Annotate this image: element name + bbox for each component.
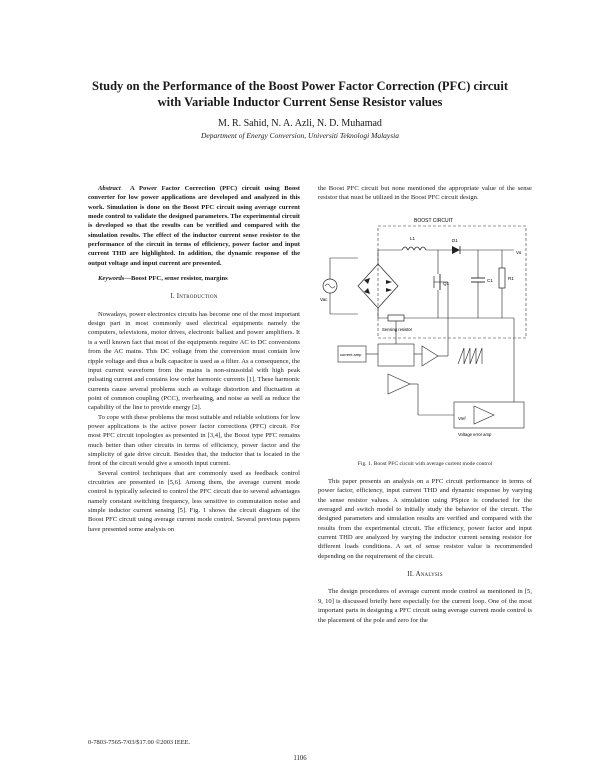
- d-label: D1: [452, 237, 458, 243]
- pwm-comparator: [422, 346, 438, 366]
- load-resistor: [499, 268, 505, 288]
- boost-circuit-label: BOOST CIRCUIT: [414, 217, 454, 224]
- abstract-text: A Power Factor Correction (PFC) circuit using Boost converter for low power applications are developed and analyzed in this work. Simulation is done on the Boost PFC circuit using average current mode control to validate the designed parameters. The experimental circuit is developed so that the results can be verified and compared with the simulation results. The effect of the inductor current sense resistor to the performance of the circuit in terms of efficiency, power factor and input current THD are highlighted. In addition, the dynamic response of the output voltage and input current are presented.: [88, 185, 300, 267]
- intro-paragraph-3: Several control techniques that are commonly used as feedback control circuitries are presented in [5,6]. Among them, the average current mode control is typically selected to control the PFC circuit due to several advantages namely constant switching frequency, less sensitive to commutation noise and simple inductor current sensing [5]. Fig. 1 shows the circuit diagram of the Boost PFC circuit using average current mode control. Several previous papers have presented some analysis on: [88, 469, 300, 533]
- analysis-paragraph-1: The design procedures of average current mode control as mentioned in [5, 9, 10] is discussed briefly here especially for the current loop. One of the most important parts in designing a PFC circuit using average current mode control is the placement of the pole and zero for the: [318, 588, 532, 624]
- figure-1-caption: Fig. 1. Boost PFC circuit with average current mode control: [357, 460, 493, 467]
- title-line-1: Study on the Performance of the Boost Power Factor Correction (PFC) circuit: [92, 79, 508, 93]
- intro-paragraph-2: To cope with these problems the most suitable and reliable solutions for low power applications is the active power factor corrections (PFC) circuit. For most PFC circuit topologies as presented in [3,4], the Boost type PFC remains much better than other circuits in terms of efficiency, power factor and the simplicity of gate drive circuit. Besides that, the inductor that is located in the front of the circuit would give a smooth input current.: [88, 413, 300, 468]
- inductor-l1: [402, 247, 426, 250]
- l1-label: L1: [410, 235, 416, 241]
- voltage-amp-triangle: [474, 406, 494, 424]
- right-paragraph-1: This paper presents an analysis on a PFC circuit performance in terms of power factor, efficiency, input current THD and dynamic response by varying the sense resistor values. A simulation using PSpice is conducted for the averaged and switch model to initially study the behavior of the circuit. The designed parameters and simulation results are verified and compared with the results from the experimental circuit. The efficiency, power factor and input current THD are analyzed by varying the inductor current sensing resistor for different loads conditions. A set of sense resistor value is recommended depending on the requirement of the circuit.: [318, 478, 532, 560]
- sawtooth-wave: [458, 348, 482, 364]
- intro-paragraph-1: Nowadays, power electronics circuits has become one of the most important design part in most commonly used electrical equipments namely the computers, televisions, motor drives, electronic ballast and power amplifiers. It is a well known fact that most of the equipments require AC to DC conversions from the AC mains. This DC voltage from the conversion must contain low ripple voltage and thus a bulk capacitor is used as a filter. As a consequence, the input current waveform from the mains is non-sinusoidal with high peak pulsating current and contains low order harmonic currents [1]. These harmonic currents cause several problems such as voltage distortion and fluctuation at point of common coupling (PCC), overheating, and noise as well as reduce the capability of the line to provide energy [2].: [88, 310, 300, 412]
- keywords-text: Boost PFC, sense resistor, margins: [130, 275, 228, 283]
- sense-resistor: [388, 315, 404, 321]
- boost-pfc-circuit-diagram: [318, 206, 532, 458]
- abstract-lead: Abstract: [98, 185, 121, 192]
- bridge-diode-4: [386, 288, 392, 292]
- paper-title: [60, 78, 540, 110]
- current-amp-label: current amp: [340, 351, 362, 357]
- c-label: C1: [487, 277, 493, 283]
- q-label: Q1: [443, 280, 450, 286]
- right-column: [318, 184, 532, 625]
- title-line-2: with Variable Inductor Current Sense Resistor values: [157, 95, 443, 109]
- vout-label: Vo: [516, 249, 522, 255]
- authors: M. R. Sahid, N. A. Azli, N. D. Muhamad: [218, 118, 382, 129]
- abstract: [88, 184, 300, 268]
- affiliation: Department of Energy Conversion, Universiti Teknologi Malaysia: [201, 131, 399, 140]
- ac-source-wave: [325, 284, 335, 288]
- sensing-resistor-label: Sensing resistor: [382, 326, 413, 332]
- section-2-heading: II. Analysis: [407, 571, 443, 579]
- diode-d1: [452, 246, 460, 254]
- copyright-footer: 0-7803-7565-7/03/$17.00 ©2003 IEEE.: [88, 739, 191, 746]
- error-amp-triangle: [388, 374, 410, 394]
- section-1-heading: I. Introduction: [170, 293, 218, 301]
- left-column: [88, 184, 300, 534]
- voltage-amp-block: [454, 402, 524, 428]
- bridge-diode-2: [386, 280, 392, 284]
- right-intro-paragraph: the Boost PFC circuit but none mentioned the appropriate value of the sense resistor that must be utilized in the Boost PFC circuit design.: [318, 185, 532, 202]
- vref-label: Vref: [458, 415, 466, 421]
- figure-1: [318, 206, 532, 458]
- page-number: 1106: [293, 755, 307, 762]
- keywords: Keywords—Boost PFC, sense resistor, margins: [98, 275, 228, 283]
- vac-label: Vac: [320, 296, 328, 302]
- keywords-lead: Keywords: [98, 275, 125, 283]
- r-label: R1: [508, 275, 514, 281]
- voltage-amp-label: Voltage error amp: [458, 431, 492, 437]
- multiplier-block: [378, 344, 414, 366]
